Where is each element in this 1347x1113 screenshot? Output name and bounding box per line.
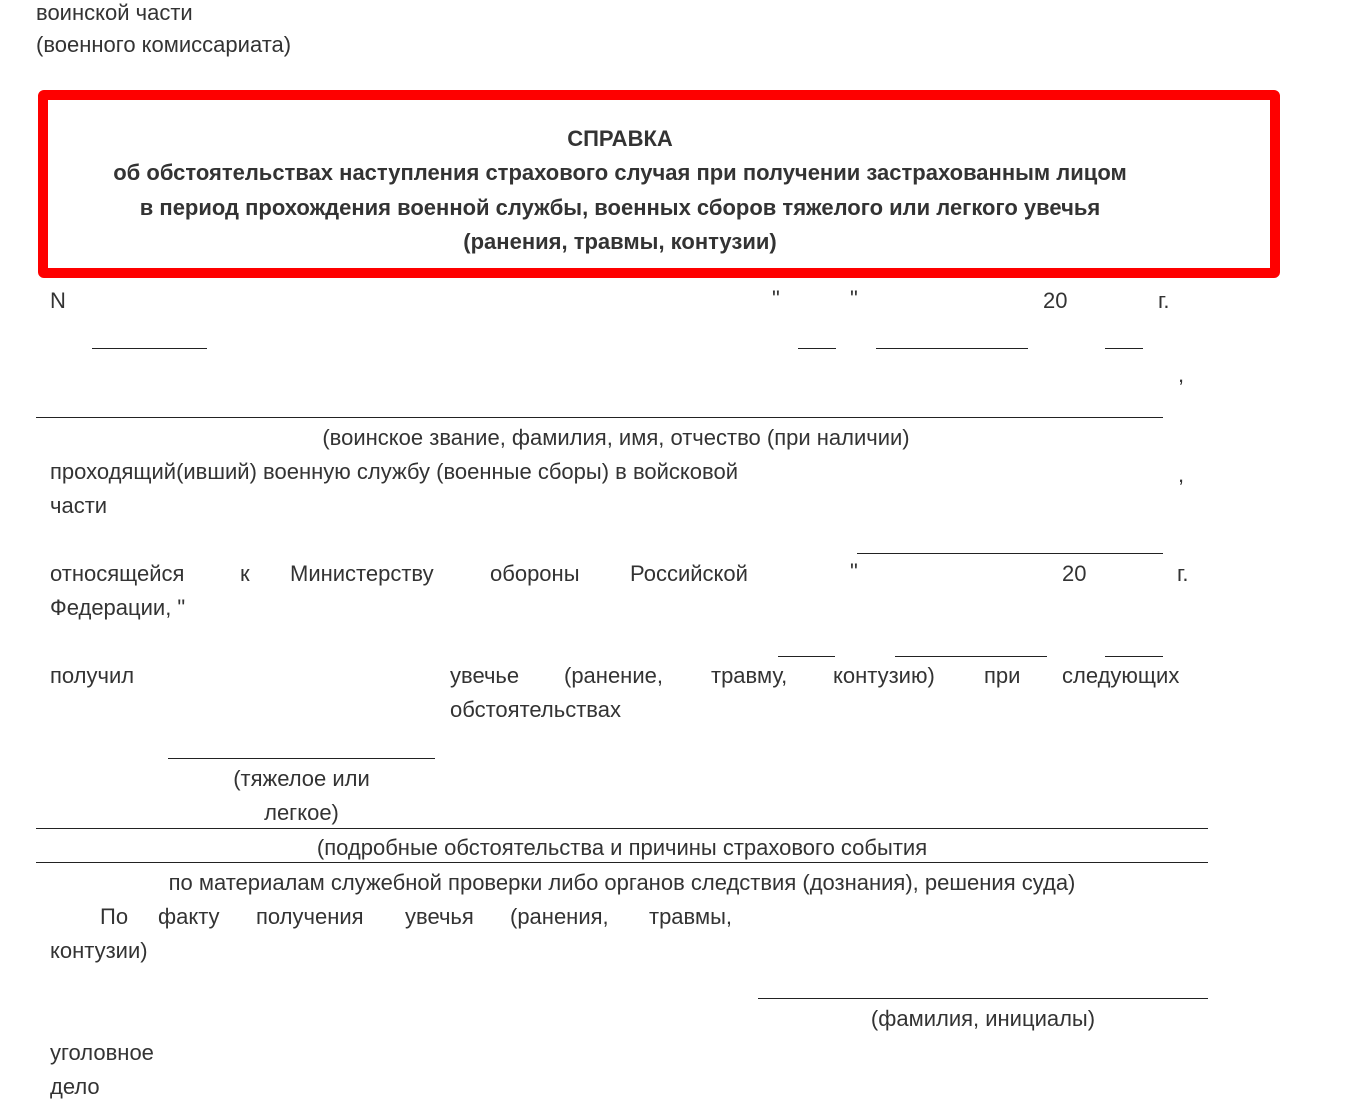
ministry-date-suffix: г. xyxy=(1177,561,1189,586)
fact-word-2: факту xyxy=(158,904,220,929)
materials-caption: по материалам служебной проверки либо органов следствия (дознания), решения суда) xyxy=(168,870,1076,895)
document-title: СПРАВКА xyxy=(567,126,673,151)
fact-word-4: увечья xyxy=(405,904,474,929)
received-word: получил xyxy=(50,663,135,688)
injury-day-blank[interactable] xyxy=(778,656,835,657)
fact-word-1: По xyxy=(100,904,129,929)
rank-name-blank[interactable] xyxy=(36,417,1163,418)
date-quote-close: " xyxy=(850,286,858,311)
commissariat-label: (военного комиссариата) xyxy=(36,32,292,57)
date-quote-open: " xyxy=(772,286,780,311)
received-word-2: (ранение, xyxy=(564,663,663,688)
ministry-word-1: относящейся xyxy=(50,561,185,586)
year-blank[interactable] xyxy=(1105,348,1143,349)
fact-text-line2: контузии) xyxy=(50,938,148,963)
name-initials-blank[interactable] xyxy=(758,998,1208,999)
ministry-word-5: Российской xyxy=(630,561,748,586)
comma-mark-2: , xyxy=(1178,462,1185,487)
fact-word-3: получения xyxy=(256,904,364,929)
document-subtitle-line1: об обстоятельствах наступления страхового случая при получении застрахованным лицом xyxy=(113,160,1127,185)
service-text-line1: проходящий(ивший) военную службу (военные сборы) в войсковой xyxy=(50,459,738,484)
military-unit-blank[interactable] xyxy=(857,553,1163,554)
received-word-3: травму, xyxy=(711,663,788,688)
ministry-word-3: Министерству xyxy=(290,561,434,586)
comma-mark: , xyxy=(1178,362,1185,387)
injury-month-blank[interactable] xyxy=(895,656,1047,657)
service-text-line2: части xyxy=(50,493,108,518)
received-word-4: контузию) xyxy=(833,663,935,688)
document-subtitle-line3: (ранения, травмы, контузии) xyxy=(463,229,777,254)
details-caption: (подробные обстоятельства и причины страхового события xyxy=(316,835,928,860)
rank-name-caption: (воинское звание, фамилия, имя, отчество (при наличии) xyxy=(322,425,910,450)
name-initials-caption: (фамилия, инициалы) xyxy=(870,1006,1096,1031)
severity-caption-line2: легкое) xyxy=(264,800,339,825)
criminal-case-line2: дело xyxy=(50,1074,100,1099)
date-year-suffix: г. xyxy=(1158,288,1170,313)
ministry-word-2: к xyxy=(240,561,250,586)
severity-caption-line1: (тяжелое или xyxy=(233,766,370,791)
fact-word-5: (ранения, xyxy=(510,904,609,929)
ministry-word-4: обороны xyxy=(490,561,580,586)
month-blank[interactable] xyxy=(876,348,1028,349)
ministry-text-line2: Федерации, " xyxy=(50,595,186,620)
received-word-6: следующих xyxy=(1062,663,1180,688)
received-word-1: увечье xyxy=(450,663,520,688)
received-text-line2: обстоятельствах xyxy=(450,697,621,722)
unit-label: воинской части xyxy=(36,0,193,25)
day-blank[interactable] xyxy=(798,348,836,349)
date-year-prefix: 20 xyxy=(1043,288,1068,313)
number-label: N xyxy=(50,288,66,313)
number-blank[interactable] xyxy=(92,348,207,349)
ministry-date-quote: " xyxy=(850,559,858,584)
injury-year-blank[interactable] xyxy=(1105,656,1163,657)
fact-word-6: травмы, xyxy=(649,904,733,929)
details-blank[interactable] xyxy=(36,828,1208,829)
document-subtitle-line2: в период прохождения военной службы, военных сборов тяжелого или легкого увечья xyxy=(139,195,1101,220)
materials-blank[interactable] xyxy=(36,862,1208,863)
severity-blank[interactable] xyxy=(168,758,435,759)
criminal-case-line1: уголовное xyxy=(50,1040,154,1065)
received-word-5: при xyxy=(984,663,1021,688)
ministry-date-year: 20 xyxy=(1062,561,1087,586)
